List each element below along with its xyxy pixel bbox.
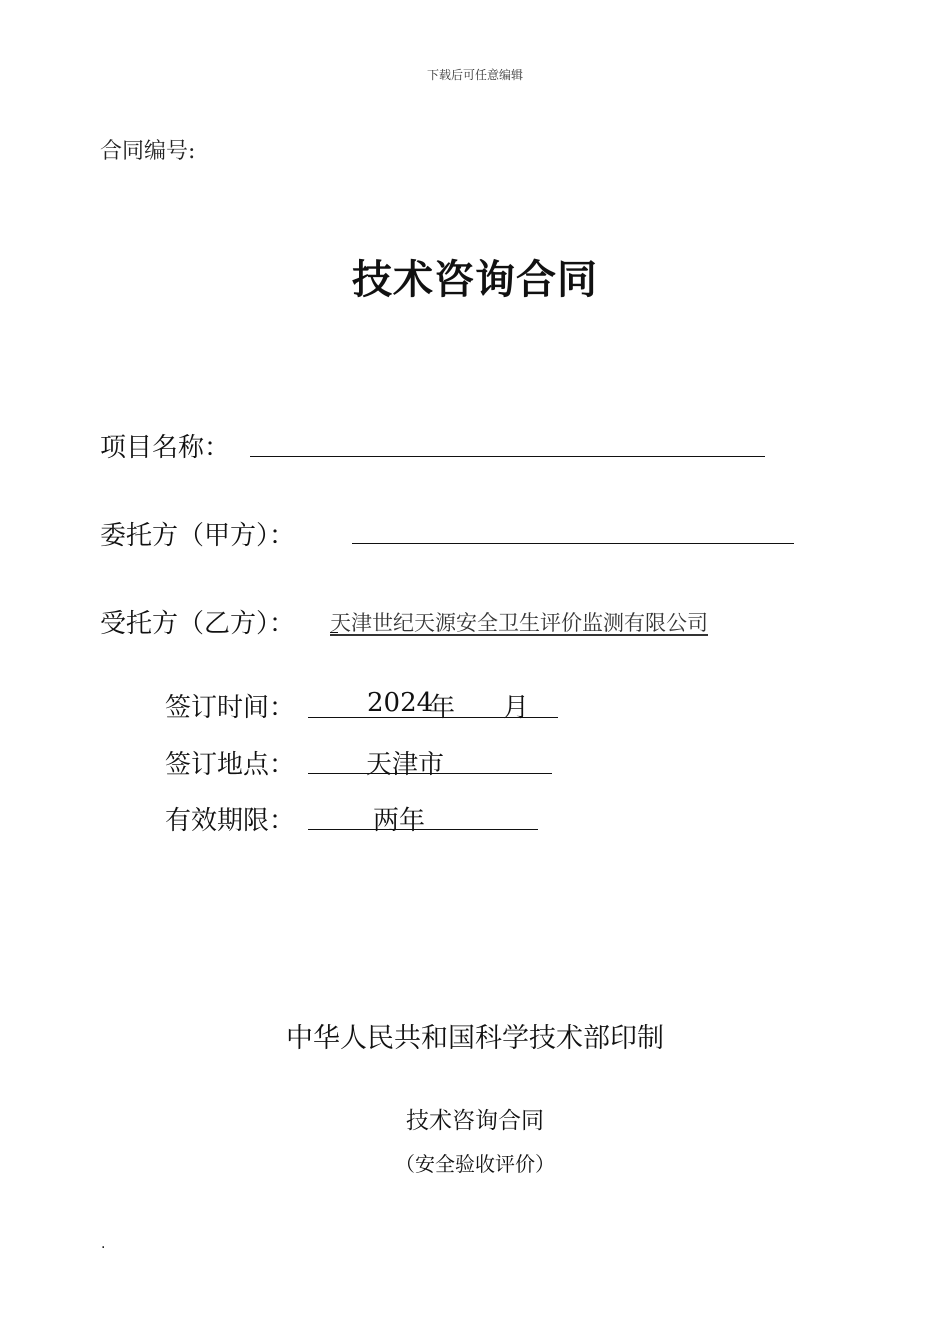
client-label: 委托方（甲方）： [100,521,296,551]
project-name-label: 项目名称： [100,433,231,463]
validity-value: 两年 [373,806,426,836]
document-subtitle-note: （安全验收评价） [395,1152,555,1176]
client-blank [352,543,794,544]
footer-mark: . [101,1236,106,1252]
signing-place-underline [308,773,552,774]
trustee-value: 天津世纪天源安全卫生评价监测有限公司 [330,611,708,635]
trustee-label: 受托方（乙方）： [100,609,296,639]
signing-date-underline [308,717,558,718]
validity-label: 有效期限： [165,806,296,836]
contract-number-label: 合同编号: [100,139,196,164]
signing-date-label: 签订时间： [165,693,296,723]
signing-place-label: 签订地点： [165,750,296,780]
signing-date-year: 2024 [367,688,434,718]
signing-date-month-unit: 月 [503,693,530,723]
project-name-blank [250,456,765,457]
header-note: 下载后可任意编辑 [426,68,523,82]
document-title: 技术咨询合同 [352,257,598,303]
signing-place-value: 天津市 [366,750,445,780]
document-subtitle: 技术咨询合同 [406,1108,544,1134]
publisher-line: 中华人民共和国科学技术部印制 [286,1023,664,1054]
signing-date-year-unit: 年 [429,693,456,723]
validity-underline [308,829,538,830]
